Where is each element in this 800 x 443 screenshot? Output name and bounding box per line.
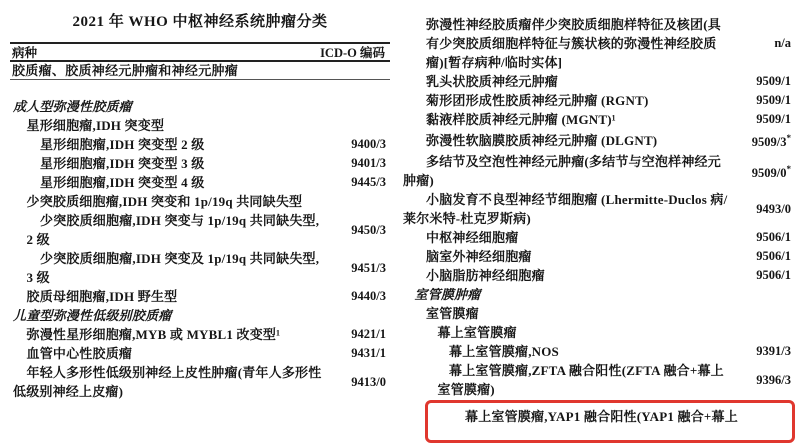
icdo-code: 9509/3* — [751, 133, 791, 150]
disease-name: 室管膜瘤 — [426, 306, 479, 322]
disease-name: 小脑脂肪神经细胞瘤 — [426, 268, 545, 284]
icdo-code: 9396/3 — [756, 372, 791, 387]
table-row — [403, 342, 795, 361]
table-row — [403, 323, 795, 342]
disease-name: 室管膜肿瘤 — [414, 287, 481, 303]
table-row — [403, 91, 795, 110]
disease-name: 黏液样胶质神经元肿瘤 (MGNT)¹ — [426, 112, 616, 127]
disease-name: 少突胶质细胞瘤,IDH 突变和 1p/19q 共同缺失型 — [26, 194, 303, 209]
table-row — [10, 363, 390, 401]
table-row — [403, 228, 795, 247]
disease-name: 幕上室管膜瘤,ZFTA 融合阳性(ZFTA 融合+幕上 — [449, 363, 724, 379]
disease-name-lines — [403, 15, 735, 72]
right-rows-container — [403, 15, 795, 443]
icdo-code: 9506/1 — [756, 249, 791, 264]
highlighted-table-row — [425, 400, 795, 443]
disease-name: 星形细胞瘤,IDH 突变型 3 级 — [40, 156, 205, 171]
table-row — [403, 15, 795, 72]
disease-column-header: 病种 — [12, 46, 38, 60]
disease-name: 乳头状胶质神经元肿瘤 — [426, 74, 559, 89]
disease-name-lines — [403, 72, 735, 91]
disease-name-lines — [403, 304, 735, 323]
table-row — [10, 287, 390, 306]
table-row — [10, 344, 390, 363]
icdo-code: 9391/3 — [756, 344, 791, 359]
disease-name: 星形细胞瘤,IDH 突变型 — [26, 118, 165, 133]
table-row — [10, 211, 390, 249]
page-title: 2021 年 WHO 中枢神经系统肿瘤分类 — [72, 14, 328, 30]
disease-name: 成人型弥漫性胶质瘤 — [13, 99, 132, 114]
icdo-code: 9509/1 — [756, 93, 791, 107]
icdo-code: 9509/0* — [751, 163, 791, 180]
disease-name-lines — [10, 249, 330, 287]
disease-name: 少突胶质细胞瘤,IDH 突变与 1p/19q 共同缺失型, — [40, 213, 320, 228]
disease-name-lines — [403, 285, 735, 304]
disease-name-lines — [10, 192, 330, 211]
disease-name: 室管膜瘤) — [437, 382, 495, 398]
disease-name: 肿瘤) — [403, 173, 434, 189]
disease-name-lines — [10, 344, 330, 363]
disease-name: 幕上室管膜瘤,YAP1 融合阳性(YAP1 融合+幕上 — [465, 409, 738, 425]
disease-name: 莱尔米特-杜克罗斯病) — [403, 211, 531, 227]
disease-name-lines — [10, 135, 330, 154]
table-row — [403, 247, 795, 266]
code-footnote-marker: * — [786, 133, 791, 143]
disease-name: 脑室外神经细胞瘤 — [426, 249, 532, 265]
disease-name: 血管中心性胶质瘤 — [26, 346, 133, 361]
disease-name-lines — [10, 325, 330, 344]
disease-name: 2 级 — [26, 232, 50, 247]
code-footnote-marker: * — [786, 163, 791, 174]
table-row — [10, 135, 390, 154]
disease-name: 星形细胞瘤,IDH 突变型 4 级 — [40, 175, 205, 190]
disease-name: 弥漫性星形细胞瘤,MYB 或 MYBL1 改变型¹ — [26, 327, 281, 342]
disease-name-lines — [10, 116, 330, 135]
disease-name: 瘤)[暂存病种/临时实体] — [426, 55, 563, 70]
table-row — [403, 152, 795, 190]
disease-name-lines — [403, 110, 735, 129]
icdo-code: 9509/1 — [756, 112, 791, 126]
table-row — [403, 190, 795, 228]
disease-name-lines — [10, 363, 330, 401]
right-column — [403, 15, 795, 443]
table-row — [403, 285, 795, 304]
disease-name-lines — [10, 173, 330, 192]
table-row — [10, 306, 390, 325]
icdo-code: 9431/1 — [351, 346, 386, 360]
disease-name: 胶质母细胞瘤,IDH 野生型 — [26, 289, 178, 304]
icdo-code-column-header: ICD-O 编码 — [320, 46, 385, 60]
disease-name-lines — [403, 91, 735, 110]
icdo-code: 9509/1 — [756, 74, 791, 88]
disease-name-lines — [403, 190, 735, 228]
disease-name: 弥漫性神经胶质瘤伴少突胶质细胞样特征及核团(具 — [426, 17, 721, 32]
table-row — [10, 325, 390, 344]
disease-name-lines — [428, 407, 738, 426]
table-row — [10, 192, 390, 211]
table-row — [403, 266, 795, 285]
disease-name-lines — [403, 323, 735, 342]
disease-name: 幕上室管膜瘤,NOS — [449, 344, 559, 360]
disease-name: 中枢神经细胞瘤 — [426, 230, 519, 246]
disease-name-lines — [10, 211, 330, 249]
icdo-code: 9413/0 — [351, 374, 386, 389]
disease-name-lines — [10, 287, 330, 306]
disease-name: 菊形团形成性胶质神经元肿瘤 (RGNT) — [426, 93, 649, 108]
table-row — [403, 72, 795, 91]
disease-name: 年轻人多形性低级别神经上皮性肿瘤(青年人多形性 — [26, 365, 322, 380]
section-header: 胶质瘤、胶质神经元肿瘤和神经元肿瘤 — [10, 62, 390, 80]
disease-name-lines — [10, 306, 330, 325]
disease-name-lines — [403, 247, 735, 266]
disease-name: 幕上室管膜瘤 — [437, 325, 517, 341]
table-row — [10, 116, 390, 135]
disease-name: 少突胶质细胞瘤,IDH 突变及 1p/19q 共同缺失型, — [40, 251, 320, 266]
icdo-code: 9493/0 — [756, 201, 791, 216]
icdo-code: 9506/1 — [756, 230, 791, 245]
table-row — [10, 97, 390, 116]
disease-name: 儿童型弥漫性低级别胶质瘤 — [13, 308, 172, 323]
disease-name-lines — [403, 228, 735, 247]
disease-name: 低级别神经上皮瘤) — [13, 384, 124, 399]
icdo-code: 9400/3 — [351, 137, 386, 151]
icdo-code: 9451/3 — [351, 260, 386, 275]
disease-name: 小脑发育不良型神经节细胞瘤 (Lhermitte-Duclos 病/ — [426, 192, 728, 208]
table-header-row — [10, 42, 390, 62]
left-rows-container — [10, 80, 390, 401]
disease-name-lines — [403, 152, 735, 190]
table-row — [10, 173, 390, 192]
icdo-code: 9450/3 — [351, 222, 386, 237]
disease-name-lines — [403, 266, 735, 285]
disease-name-lines — [403, 361, 735, 399]
icdo-code: n/a — [774, 36, 791, 50]
disease-name: 有少突胶质细胞样特征与簇状核的弥漫性神经胶质 — [426, 36, 717, 51]
icdo-code: 9421/1 — [351, 327, 386, 341]
table-row — [403, 361, 795, 399]
disease-name: 星形细胞瘤,IDH 突变型 2 级 — [40, 137, 205, 152]
table-row — [403, 304, 795, 323]
disease-name-lines — [10, 97, 330, 116]
disease-name: 多结节及空泡性神经元肿瘤(多结节与空泡样神经元 — [426, 154, 721, 170]
table-row — [403, 110, 795, 129]
table-row — [10, 154, 390, 173]
icdo-code: 9506/1 — [756, 268, 791, 283]
table-row — [403, 129, 795, 152]
disease-name: 弥漫性软脑膜胶质神经元肿瘤 (DLGNT) — [426, 133, 658, 149]
disease-name-lines — [403, 131, 735, 150]
icdo-code: 9445/3 — [351, 175, 386, 189]
disease-name-lines — [403, 342, 735, 361]
left-column — [10, 0, 390, 401]
disease-name-lines — [10, 154, 330, 173]
icdo-code: 9401/3 — [351, 156, 386, 170]
icdo-code: 9440/3 — [351, 289, 386, 303]
table-row — [10, 249, 390, 287]
disease-name: 3 级 — [26, 270, 50, 285]
